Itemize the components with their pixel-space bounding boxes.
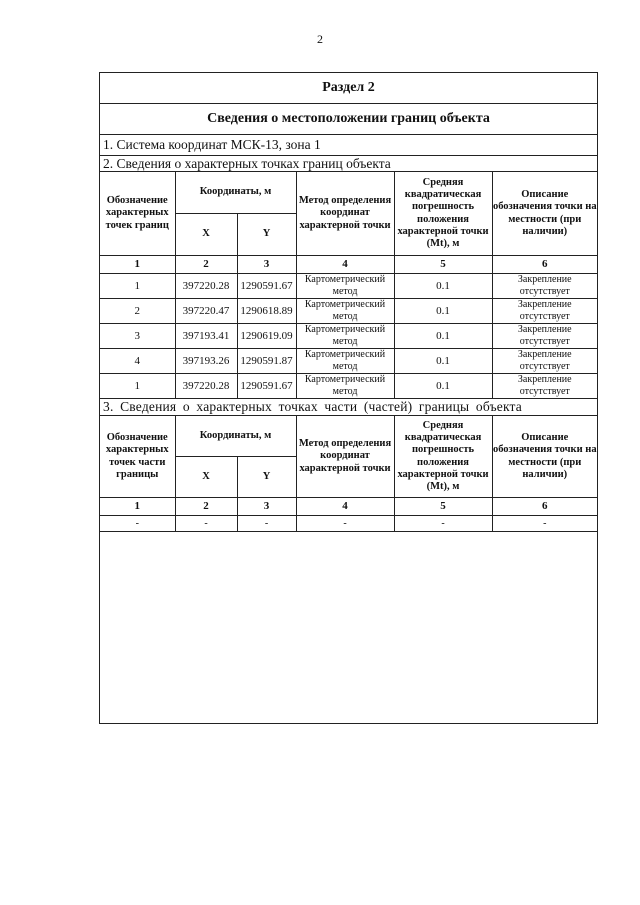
header-desc: Описание обозначения точки на местности (при наличии) bbox=[492, 416, 597, 498]
header-desc: Описание обозначения точки на местности (при наличии) bbox=[492, 172, 597, 256]
cell-mt: 0.1 bbox=[394, 324, 492, 349]
col-num: 5 bbox=[394, 256, 492, 274]
cell-method: Картометрический метод bbox=[296, 374, 394, 399]
cell-desc: Закрепление отсутствует bbox=[492, 374, 597, 399]
header-coords: Координаты, м bbox=[175, 172, 296, 214]
header-method: Метод определения координат характерной точки bbox=[296, 172, 394, 256]
cell-point: 1 bbox=[100, 274, 175, 299]
boundary-points-table bbox=[100, 171, 597, 399]
cell-point: 3 bbox=[100, 324, 175, 349]
cell-x: 397193.26 bbox=[175, 349, 237, 374]
cell-y: 1290618.89 bbox=[237, 299, 296, 324]
col-num: 2 bbox=[175, 498, 237, 516]
col-num: 1 bbox=[100, 498, 175, 516]
cell-y: 1290619.09 bbox=[237, 324, 296, 349]
cell-point: 1 bbox=[100, 374, 175, 399]
header-point: Обозначение характерных точек границ bbox=[100, 172, 175, 256]
col-num: 6 bbox=[492, 256, 597, 274]
col-num: 3 bbox=[237, 256, 296, 274]
header-y: Y bbox=[237, 457, 296, 498]
cell-dash: - bbox=[175, 516, 237, 532]
cell-x: 397193.41 bbox=[175, 324, 237, 349]
table-row bbox=[100, 349, 597, 374]
header-point: Обозначение характерных точек части границы bbox=[100, 416, 175, 498]
cell-mt: 0.1 bbox=[394, 299, 492, 324]
cell-y: 1290591.67 bbox=[237, 374, 296, 399]
col-num: 4 bbox=[296, 498, 394, 516]
section-title: Раздел 2 bbox=[100, 73, 597, 104]
cell-point: 4 bbox=[100, 349, 175, 374]
cell-dash: - bbox=[394, 516, 492, 532]
cell-desc: Закрепление отсутствует bbox=[492, 274, 597, 299]
cell-y: 1290591.87 bbox=[237, 349, 296, 374]
header-method: Метод определения координат характерной точки bbox=[296, 416, 394, 498]
section-subtitle: Сведения о местоположении границ объекта bbox=[100, 104, 597, 135]
coord-system-line: 1. Система координат МСК-13, зона 1 bbox=[100, 135, 597, 156]
block2-title: 2. Сведения о характерных точках границ объекта bbox=[103, 155, 391, 171]
cell-method: Картометрический метод bbox=[296, 274, 394, 299]
cell-point: 2 bbox=[100, 299, 175, 324]
col-num: 2 bbox=[175, 256, 237, 274]
cell-method: Картометрический метод bbox=[296, 349, 394, 374]
cell-mt: 0.1 bbox=[394, 374, 492, 399]
cell-dash: - bbox=[492, 516, 597, 532]
header-accuracy: Средняя квадратическая погрешность положения характерной точки (Mt), м bbox=[394, 172, 492, 256]
header-accuracy: Средняя квадратическая погрешность положения характерной точки (Mt), м bbox=[394, 416, 492, 498]
cell-x: 397220.47 bbox=[175, 299, 237, 324]
cell-desc: Закрепление отсутствует bbox=[492, 349, 597, 374]
table-row bbox=[100, 274, 597, 299]
cell-method: Картометрический метод bbox=[296, 299, 394, 324]
cell-mt: 0.1 bbox=[394, 274, 492, 299]
table-row bbox=[100, 374, 597, 399]
header-y: Y bbox=[237, 214, 296, 256]
column-number-row bbox=[100, 256, 597, 274]
table-row bbox=[100, 516, 597, 532]
cell-mt: 0.1 bbox=[394, 349, 492, 374]
col-num: 4 bbox=[296, 256, 394, 274]
part-boundary-points-table bbox=[100, 415, 597, 532]
cell-dash: - bbox=[296, 516, 394, 532]
cell-dash: - bbox=[100, 516, 175, 532]
section-frame bbox=[99, 72, 598, 724]
cell-x: 397220.28 bbox=[175, 274, 237, 299]
cell-desc: Закрепление отсутствует bbox=[492, 324, 597, 349]
col-num: 3 bbox=[237, 498, 296, 516]
page-number: 2 bbox=[317, 32, 323, 46]
header-coords: Координаты, м bbox=[175, 416, 296, 457]
col-num: 1 bbox=[100, 256, 175, 274]
cell-desc: Закрепление отсутствует bbox=[492, 299, 597, 324]
table-row bbox=[100, 299, 597, 324]
cell-x: 397220.28 bbox=[175, 374, 237, 399]
table-row bbox=[100, 324, 597, 349]
cell-method: Картометрический метод bbox=[296, 324, 394, 349]
block3-title: 3. Сведения о характерных точках части (частей) границы объекта bbox=[103, 399, 522, 414]
column-number-row bbox=[100, 498, 597, 516]
cell-dash: - bbox=[237, 516, 296, 532]
col-num: 6 bbox=[492, 498, 597, 516]
header-x: X bbox=[175, 214, 237, 256]
col-num: 5 bbox=[394, 498, 492, 516]
cell-y: 1290591.67 bbox=[237, 274, 296, 299]
header-x: X bbox=[175, 457, 237, 498]
